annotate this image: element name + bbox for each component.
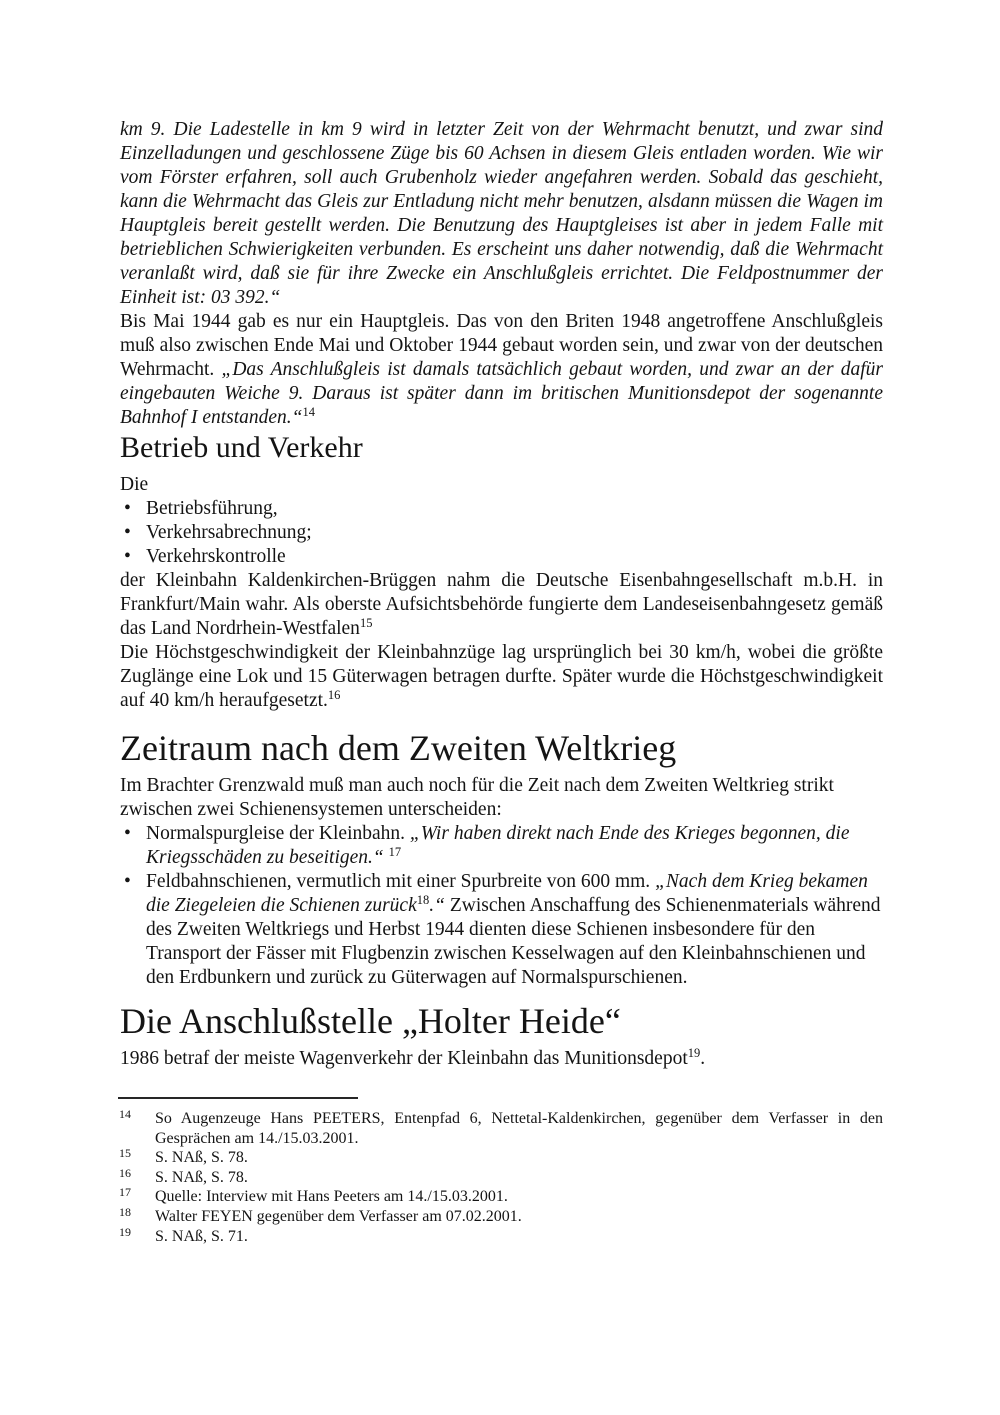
list-item-betriebsfuehrung [120,497,883,521]
document-body [120,118,883,1071]
footnote-item-14 [120,1109,883,1148]
paragraph-hoechstgeschwindigkeit [120,641,883,713]
footnote-ref-15: 15 [359,616,373,630]
text-run: „Nach dem Krieg bekamen die Ziegeleien die Schienen zurück [146,871,868,916]
text-run: Im Brachter Grenzwald muß man auch noch für die Zeit nach dem Zweiten Weltkrieg strikt zwischen zwei Schienensystemen unterscheiden: [120,775,834,820]
footnote-text: S. NAß, S. 71. [155,1227,248,1245]
heading-anschlussstelle-holter-heide: Die Anschlußstelle „Holter Heide“ [120,1001,621,1041]
footnote-number: 17 [119,1185,131,1200]
heading-betrieb-und-verkehr: Betrieb und Verkehr [120,431,363,464]
paragraph-der-kleinbahn [120,569,883,641]
footnotes-section [120,1109,883,1246]
list-betrieb [120,497,883,569]
list-item-verkehrskontrolle [120,545,883,569]
footnote-text: So Augenzeuge Hans PEETERS, Entenpfad 6, Nettetal-Kaldenkirchen, gegenüber dem Verfasser in den Gesprächen am 14./15.03.2001. [155,1110,883,1147]
paragraph-bis-mai-1944 [120,310,883,430]
footnote-item-19 [119,1224,883,1247]
text-run: Verkehrsabrechnung; [146,522,312,543]
footnote-number: 19 [119,1224,131,1239]
footnote-text: Quelle: Interview mit Hans Peeters am 14./15.03.2001. [155,1188,508,1206]
footnote-text: Walter FEYEN gegenüber dem Verfasser am 07.02.2001. [155,1207,522,1225]
text-run: 1986 betraf der meiste Wagenverkehr der Kleinbahn das Munitionsdepot [120,1048,688,1069]
footnote-item-18 [119,1204,883,1227]
footnote-text: S. NAß, S. 78. [155,1168,248,1186]
footnote-separator [118,1097,358,1099]
text-run: „Das Anschlußgleis ist damals tatsächlich gebaut worden, und zwar an der dafür eingebauten Weiche 9. Daraus ist später dann im britischen Munitionsdepot der sogenannte Bahnhof I entstanden.“ [120,359,883,428]
heading-zeitraum-nach-dem-zweiten-weltkrieg: Zeitraum nach dem Zweiten Weltkrieg [120,728,677,768]
text-run: Zwischen Anschaffung des Schienenmaterials während des Zweiten Weltkriegs und Herbst 1944 dienten diese Schienen insbesondere für den Transport der Fässer mit Flugbenzin zwischen Kesselwagen auf den Kleinbahnschienen und den Erdbunkern und zurück zu Güterwagen auf Normalspurschienen. [146,895,881,988]
footnote-text: S. NAß, S. 78. [155,1149,248,1167]
footnote-number: 14 [119,1107,131,1121]
text-run: km 9. Die Ladestelle in km 9 wird in letzter Zeit von der Wehrmacht benutzt, und zwar sind Einzelladungen und geschlossene Züge bis 60 Achsen in diesem Gleis entladen worden. Wie wir vom Förster erfahren, soll auch Grubenholz wieder angefahren werden. Sobald das geschieht, kann die Wehrmacht das Gleis zur Entladung nicht mehr benutzen, alsdann müssen die Wagen im Hauptgleis bereit gestellt werden. Die Benutzung des Hauptgleises ist aber in jedem Falle mit betrieblichen Schwierigkeiten verbunden. Es erscheint uns daher notwendig, daß die Wehrmacht veranlaßt wird, daß sie für ihre Zwecke ein Anschlußgleis errichtet. Die Feldpostnummer der Einheit ist: 03 392.“ [120,119,883,308]
footnote-ref-16: 16 [327,688,341,702]
list-schienensysteme [120,822,883,990]
paragraph-im-brachter-grenzwald [120,774,883,822]
text-run: Verkehrskontrolle [146,546,286,567]
quote-paragraph-km9 [120,118,883,310]
text-run: Normalspurgleise der Kleinbahn. [146,823,410,844]
footnote-ref-19: 19 [687,1046,701,1060]
footnote-number: 16 [119,1165,131,1180]
text-run: der Kleinbahn Kaldenkirchen-Brüggen nahm die Deutsche Eisenbahngesellschaft m.b.H. in Frankfurt/Main wahr. Als oberste Aufsichtsbehörde fungierte dem Landeseisenbahngesetz gemäß das Land Nordrhein-Westfalen [120,570,883,639]
text-run: .“ [429,895,445,916]
footnote-ref-17: 17 [388,845,402,859]
footnote-item-16 [119,1165,883,1188]
text-run: Die [120,474,149,495]
footnote-number: 15 [119,1146,131,1161]
footnote-item-15 [120,1148,883,1168]
list-item-normalspurgleise [120,822,883,870]
list-item-feldbahnschienen [120,870,883,990]
text-run: Feldbahnschienen, vermutlich mit einer Spurbreite von 600 mm. [146,871,656,892]
footnote-ref-14: 14 [302,405,316,419]
paragraph-1986 [120,1047,883,1071]
text-run [384,847,389,868]
text-run: Bis Mai 1944 gab es nur ein Hauptgleis. Das von den Briten 1948 angetroffene Anschlußgleis muß also zwischen Ende Mai und Oktober 1944 gebaut worden sein, und zwar von der deutschen Wehrmacht. [120,311,883,380]
text-run: Betriebsführung, [146,498,278,519]
text-run: Die Höchstgeschwindigkeit der Kleinbahnzüge lag ursprünglich bei 30 km/h, wobei die größte Zuglänge eine Lok und 15 Güterwagen betragen durfte. Später wurde die Höchstgeschwindigkeit auf 40 km/h heraufgesetzt. [120,642,883,711]
text-run: . [700,1048,706,1069]
list-item-verkehrsabrechnung [120,521,883,545]
footnote-item-17 [120,1187,883,1207]
text-run: „Wir haben direkt nach Ende des Krieges begonnen, die Kriegsschäden zu beseitigen.“ [146,823,850,868]
footnote-number: 18 [119,1204,131,1219]
paragraph-die [120,473,883,497]
footnote-ref-18: 18 [416,893,430,907]
